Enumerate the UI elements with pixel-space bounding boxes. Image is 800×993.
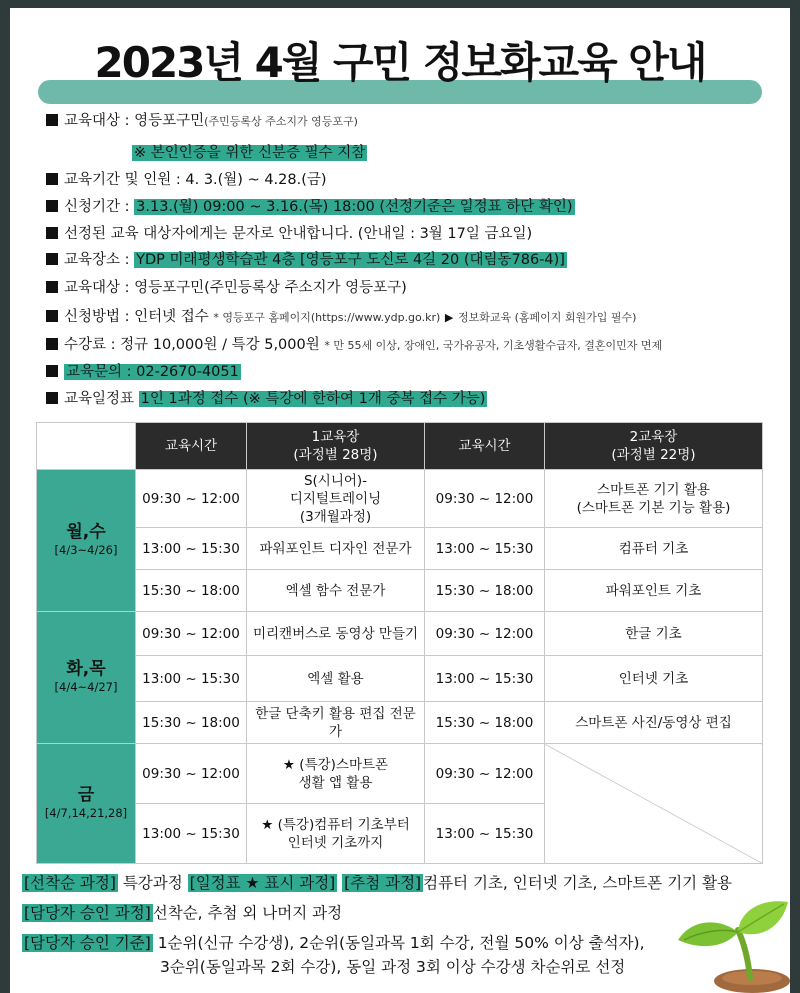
poster [10,8,790,993]
bullet-square-icon [46,281,58,293]
bullet-square-icon [46,365,58,377]
header-room-1: 1교육장 (과정별 28명) [247,423,425,470]
bullet-square-icon [46,227,58,239]
time-cell: 09:30 ~ 12:00 [425,612,545,656]
footer-line-3: [담당자 승인 기준] 1순위(신규 수강생), 2순위(동일과목 1회 수강, 전월 50% 이상 출석자), [24,934,645,952]
day-cell-fri: 금 [4/7,14,21,28] [37,744,136,864]
info-notice: 선정된 교육 대상자에게는 문자로 안내합니다. (안내일 : 3월 17일 금요일) [46,223,532,245]
course-cell: 엑셀 활용 [247,656,425,702]
footer-line-4: 3순위(동일과목 2회 수강), 동일 과정 3회 이상 수강생 차순위로 선정 [160,958,626,976]
empty-diagonal-cell [545,744,763,864]
info-place: 교육장소 : YDP 미래평생학습관 4층 [영등포구 도신로 4길 20 (대림동786-4)] [46,249,567,271]
info-schedule: 교육일정표 1인 1과정 접수 (※ 특강에 한하여 1개 중복 접수 가능) [46,388,487,410]
schedule-table [36,422,763,864]
info-target2: 교육대상 : 영등포구민(주민등록상 주소지가 영등포구) [46,277,407,299]
course-cell: ★ (특강)스마트폰 생활 앱 활용 [247,744,425,804]
header-time-1: 교육시간 [136,423,247,470]
day-cell-tue-thu: 화,목 [4/4~4/27] [37,612,136,744]
course-cell: 파워포인트 디자인 전문가 [247,528,425,570]
day-cell-mon-wed: 월,수 [4/3~4/26] [37,470,136,612]
time-cell: 15:30 ~ 18:00 [425,702,545,744]
table-row [37,528,763,570]
info-method: 신청방법 : 인터넷 접수 * 영등포구 홈페이지(https://www.ydp.go.kr) ▶ 정보화교육 (홈페이지 회원가입 필수) [46,306,636,329]
table-row [37,656,763,702]
table-corner-cell [37,423,136,470]
course-cell: S(시니어)- 디지털트레이닝 (3개월과정) [247,470,425,528]
bullet-square-icon [46,253,58,265]
time-cell: 09:30 ~ 12:00 [136,470,247,528]
table-header-row [37,423,763,470]
page-title: 2023년 4월 구민 정보화교육 안내 [94,38,706,87]
time-cell: 13:00 ~ 15:30 [425,804,545,864]
info-period: 교육기간 및 인원 : 4. 3.(월) ~ 4.28.(금) [46,169,327,191]
bullet-square-icon [46,310,58,322]
time-cell: 15:30 ~ 18:00 [425,570,545,612]
triangle-right-icon: ▶ [444,311,454,324]
footer-line-2: [담당자 승인 과정] 선착순, 추첨 외 나머지 과정 [24,904,343,922]
time-cell: 09:30 ~ 12:00 [136,612,247,656]
course-cell: 파워포인트 기초 [545,570,763,612]
time-cell: 13:00 ~ 15:30 [136,804,247,864]
course-cell: 인터넷 기초 [545,656,763,702]
course-cell: 컴퓨터 기초 [545,528,763,570]
course-cell: 스마트폰 사진/동영상 편집 [545,702,763,744]
info-id-note: ※ 본인인증을 위한 신분증 필수 지참 [134,145,366,161]
time-cell: 13:00 ~ 15:30 [136,656,247,702]
table-row [37,470,763,528]
sprout-illustration-icon [670,888,790,993]
time-cell: 09:30 ~ 12:00 [425,744,545,804]
time-cell: 13:00 ~ 15:30 [425,656,545,702]
bullet-square-icon [46,200,58,212]
time-cell: 15:30 ~ 18:00 [136,702,247,744]
bullet-square-icon [46,173,58,185]
info-contact: 교육문의 : 02-2670-4051 [46,361,241,383]
info-target: 교육대상 : 영등포구민(주민등록상 주소지가 영등포구) [46,110,358,133]
header-room-2: 2교육장 (과정별 22명) [545,423,763,470]
course-cell: 엑셀 함수 전문가 [247,570,425,612]
course-cell: 미리캔버스로 동영상 만들기 [247,612,425,656]
bullet-square-icon [46,114,58,126]
title-area [10,8,790,108]
header-time-2: 교육시간 [425,423,545,470]
info-fee: 수강료 : 정규 10,000원 / 특강 5,000원 * 만 55세 이상, 장애인, 국가유공자, 기초생활수급자, 결혼이민자 면제 [46,334,662,357]
course-cell: 스마트폰 기기 활용 (스마트폰 기본 기능 활용) [545,470,763,528]
table-row [37,570,763,612]
time-cell: 13:00 ~ 15:30 [136,528,247,570]
time-cell: 09:30 ~ 12:00 [136,744,247,804]
course-cell: 한글 단축키 활용 편집 전문가 [247,702,425,744]
time-cell: 09:30 ~ 12:00 [425,470,545,528]
bullet-square-icon [46,392,58,404]
course-cell: ★ (특강)컴퓨터 기초부터 인터넷 기초까지 [247,804,425,864]
time-cell: 15:30 ~ 18:00 [136,570,247,612]
info-apply: 신청기간 : 3.13.(월) 09:00 ~ 3.16.(목) 18:00 (선정기준은 일정표 하단 확인) [46,196,575,218]
footer-line-1: [선착순 과정] 특강과정 [일정표 ★ 표시 과정] [추첨 과정] 컴퓨터 기초, 인터넷 기초, 스마트폰 기기 활용 [24,874,733,892]
time-cell: 13:00 ~ 15:30 [425,528,545,570]
table-row [37,612,763,656]
table-row [37,702,763,744]
table-row [37,744,763,804]
bullet-square-icon [46,338,58,350]
course-cell: 한글 기초 [545,612,763,656]
